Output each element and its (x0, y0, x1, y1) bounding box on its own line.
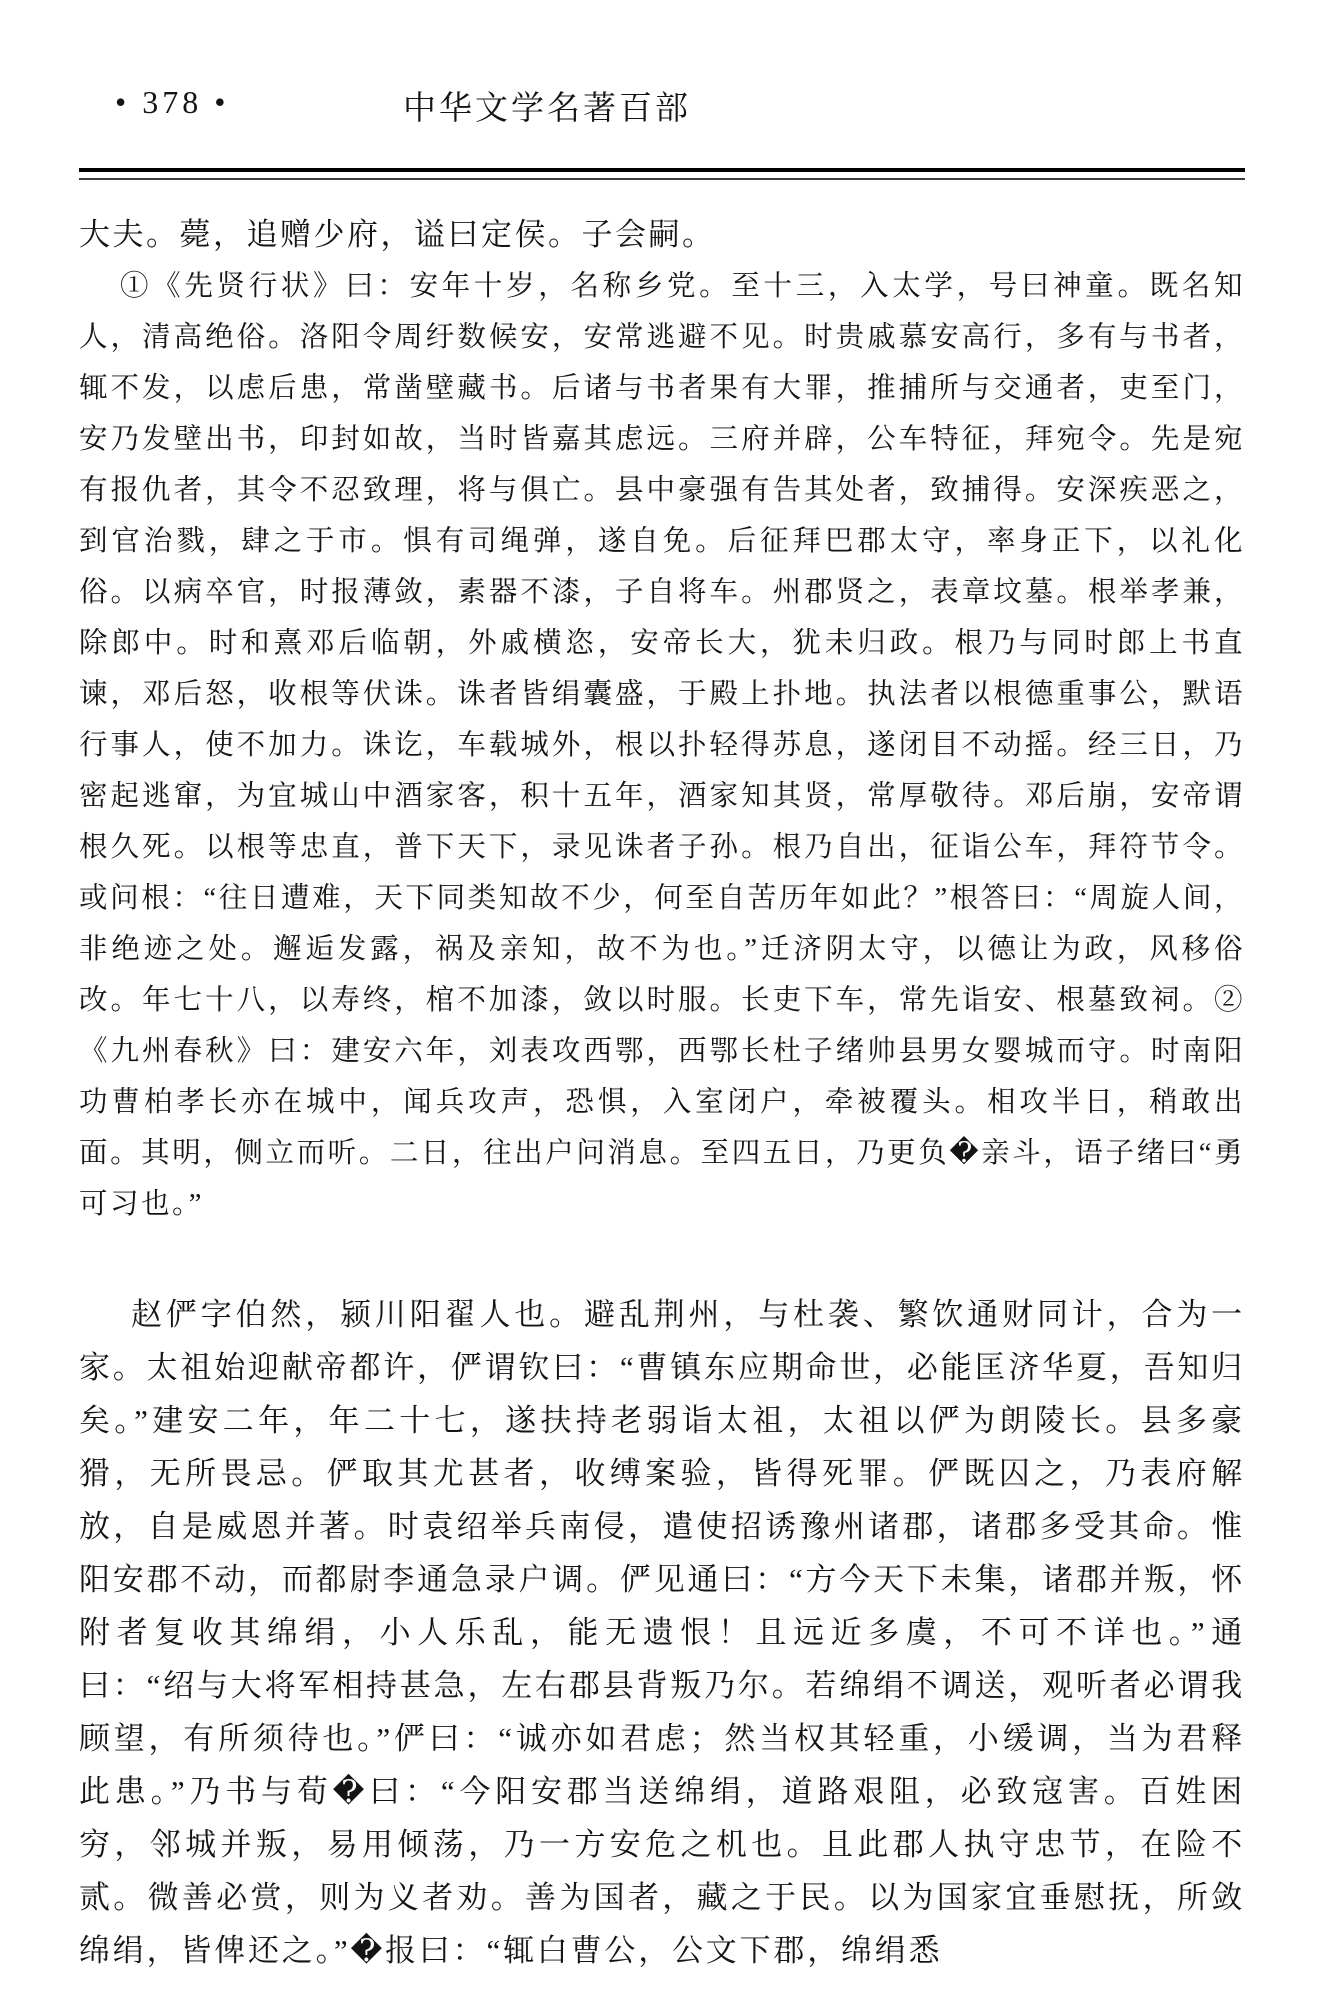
paragraph-continuation: 大夫。薨，追赠少府，谥曰定侯。子会嗣。 (79, 217, 716, 252)
page-number: • 378 • (115, 84, 230, 120)
main-paragraph: 赵俨字伯然，颍川阳翟人也。避乱荆州，与杜袭、繁饮通财同计，合为一家。太祖始迎献帝都许，俨谓钦曰：“曹镇东应期命世，必能匡济华夏，吾知归矣。”建安二年，年二十七，遂扶持老弱诣太祖，太祖以俨为朗陵长。县多豪猾，无所畏忌。俨取其尤甚者，收缚案验，皆得死罪。俨既囚之，乃表府解放，自是威恩并著。时袁绍举兵南侵，遣使招诱豫州诸郡，诸郡多受其命。惟阳安郡不动，而都尉李通急录户调。俨见通曰：“方今天下未集，诸郡并叛，怀附者复收其绵绢，小人乐乱，能无遗恨！且远近多虞，不可不详也。”通曰：“绍与大将军相持甚急，左右郡县背叛乃尔。若绵绢不调送，观听者必谓我顾望，有所须待也。”俨曰：“诚亦如君虑；然当权其轻重，小缓调，当为君释此患。”乃书与荀�曰：“今阳安郡当送绵绢，道路艰阻，必致寇害。百姓困穷，邻城并叛，易用倾荡，乃一方安危之机也。且此郡人执守忠节，在险不贰。微善必赏，则为义者劝。善为国者，藏之于民。以为国家宜垂慰抚，所敛绵绢，皆俾还之。”�报曰：“辄白曹公，公文下郡，绵绢悉 (79, 1297, 1245, 1968)
book-title: 中华文学名著百部 (403, 91, 691, 127)
page-header (79, 0, 1245, 168)
header-rule-thin (79, 178, 1245, 180)
page-body (79, 208, 1245, 1977)
annotation-paragraph: ①《先贤行状》曰：安年十岁，名称乡党。至十三，入太学，号曰神童。既名知人，清高绝俗。洛阳令周纡数候安，安常逃避不见。时贵戚慕安高行，多有与书者，辄不发，以虑后患，常凿壁藏书。后诸与书者果有大罪，推捕所与交通者，吏至门，安乃发壁出书，印封如故，当时皆嘉其虑远。三府并辟，公车特征，拜宛令。先是宛有报仇者，其令不忍致理，将与俱亡。县中豪强有告其处者，致捕得。安深疾恶之，到官治戮，肆之于市。惧有司绳弹，遂自免。后征拜巴郡太守，率身正下，以礼化俗。以病卒官，时报薄敛，素器不漆，子自将车。州郡贤之，表章坟墓。根举孝兼，除郎中。时和熹邓后临朝，外戚横恣，安帝长大，犹未归政。根乃与同时郎上书直谏，邓后怒，收根等伏诛。诛者皆绢囊盛，于殿上扑地。执法者以根德重事公，默语行事人，使不加力。诛讫，车载城外，根以扑轻得苏息，遂闭目不动摇。经三日，乃密起逃窜，为宜城山中酒家客，积十五年，酒家知其贤，常厚敬待。邓后崩，安帝谓根久死。以根等忠直，普下天下，录见诛者子孙。根乃自出，征诣公车，拜符节令。或问根：“往日遭难，天下同类知故不少，何至自苦历年如此？”根答曰：“周旋人间，非绝迹之处。邂逅发露，祸及亲知，故不为也。”迁济阴太守，以德让为政，风移俗改。年七十八，以寿终，棺不加漆，敛以时服。长吏下车，常先诣安、根墓致祠。②《九州春秋》曰：建安六年，刘表攻西鄂，西鄂长杜子绪帅县男女婴城而守。时南阳功曹柏孝长亦在城中，闻兵攻声，恐惧，入室闭户，牵被覆头。相攻半日，稍敢出面。其明，侧立而听。二日，往出户问消息。至四五日，乃更负�亲斗，语子绪曰“勇可习也。” (79, 271, 1245, 1220)
header-rule-thick (79, 168, 1245, 172)
